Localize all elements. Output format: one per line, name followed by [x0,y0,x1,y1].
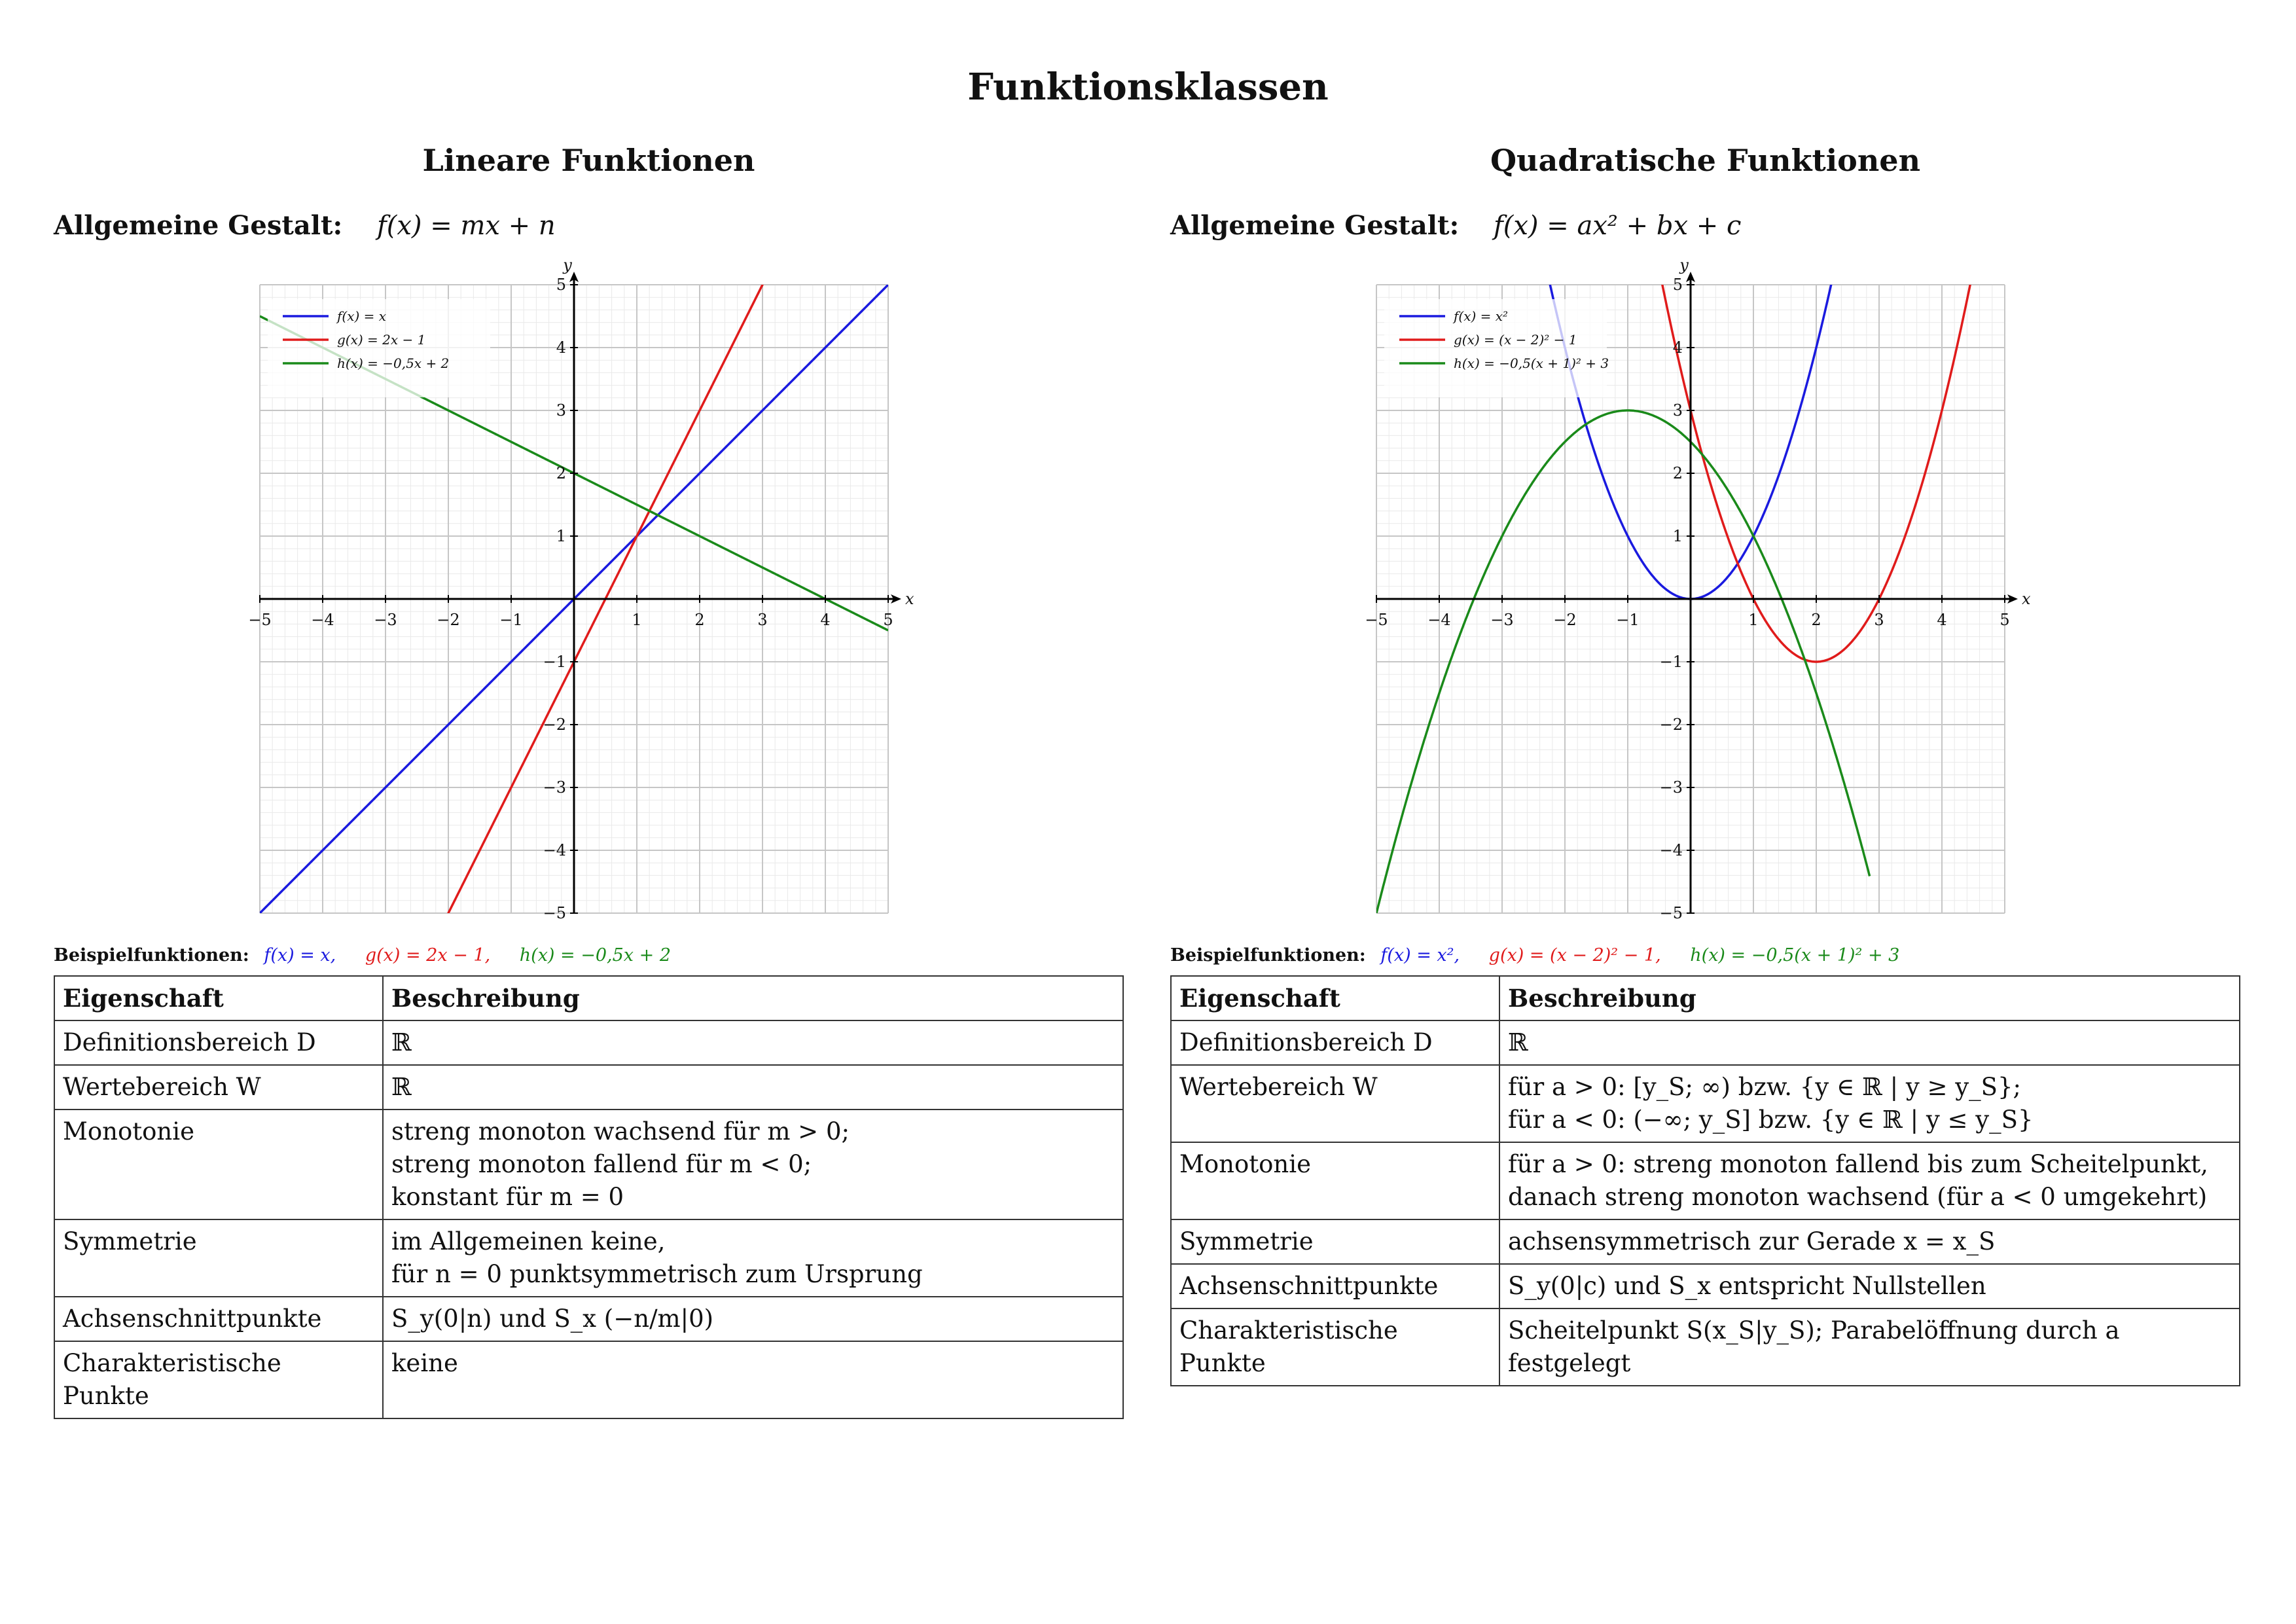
x-tick-label: 4 [1937,611,1947,629]
legend-entry: h(x) = −0,5x + 2 [337,355,450,371]
y-tick-label: −2 [543,715,566,734]
linear-general-form [54,206,1124,245]
x-tick-label: −3 [1490,611,1514,629]
x-tick-label: −2 [1553,611,1577,629]
examples-label: Beispielfunktionen: [54,945,249,965]
x-tick-label: 3 [757,611,768,629]
example-h: h(x) = −0,5x + 2 [519,945,671,965]
row-desc [1499,1308,2240,1386]
x-tick-label: −1 [1616,611,1640,629]
linear-plot-area [54,256,1124,929]
y-tick-label: −1 [1659,653,1683,671]
quadratic-section [1170,137,2240,1386]
quadratic-general-form [1170,206,2240,245]
header-beschreibung: Beschreibung [383,976,1123,1020]
desc-line: für a > 0: [y_S; ∞) bzw. {y ∈ ℝ | y ≥ y_S}; [1508,1073,2022,1101]
x-tick-label: −1 [499,611,523,629]
x-tick-label: −3 [374,611,397,629]
row-prop: Monotonie [1171,1142,1499,1219]
general-formula: f(x) = ax² + bx + c [1493,211,1742,241]
table-row [54,1110,1123,1219]
desc-line: danach streng monoton wachsend (für a < 0 umgekehrt) [1508,1183,2208,1211]
row-desc [383,1341,1123,1418]
y-tick-label: −1 [543,653,566,671]
linear-heading: Lineare Funktionen [422,143,755,178]
y-tick-label: 2 [1672,464,1683,482]
legend-entry: f(x) = x [337,308,387,324]
table-header-row [1171,976,2240,1020]
y-tick-label: −2 [1659,715,1683,734]
x-tick-label: 2 [694,611,705,629]
row-prop: Definitionsbereich D [54,1020,383,1065]
y-tick-label: −5 [1659,904,1683,922]
row-desc [1499,1264,2240,1308]
x-tick-label: −5 [1365,611,1388,629]
example-f: f(x) = x, [264,945,336,965]
example-g: g(x) = (x − 2)² − 1, [1488,945,1661,965]
table-row [54,1219,1123,1297]
x-axis-label: x [905,590,914,608]
y-tick-label: 1 [556,527,566,545]
row-desc [1499,1065,2240,1142]
desc-line: S_y(0|n) und S_x (−n/m|0) [391,1305,714,1333]
header-beschreibung: Beschreibung [1499,976,2240,1020]
legend-entry: f(x) = x² [1454,308,1509,324]
x-tick-label: 1 [632,611,642,629]
y-tick-label: 3 [556,401,566,420]
row-desc [383,1110,1123,1219]
x-tick-label: −2 [437,611,460,629]
table-row [54,1020,1123,1065]
row-desc [383,1219,1123,1297]
desc-line: S_y(0|c) und S_x entspricht Nullstellen [1508,1272,1986,1300]
x-tick-label: 5 [2000,611,2010,629]
page-title: Funktionsklassen [967,65,1329,109]
row-prop: Wertebereich W [1171,1065,1499,1142]
desc-line: für a < 0: (−∞; y_S] bzw. {y ∈ ℝ | y ≤ y_S} [1508,1106,2034,1134]
table-header-row [54,976,1123,1020]
quadratic-chart [1365,256,2041,929]
table-row [1171,1065,2240,1142]
table-row [54,1341,1123,1418]
general-label: Allgemeine Gestalt: [54,210,343,241]
chart-legend [1384,299,1609,397]
table-row [1171,1264,2240,1308]
desc-line: ℝ [391,1073,412,1101]
y-tick-label: 1 [1672,527,1683,545]
general-formula: f(x) = mx + n [376,211,556,241]
row-desc [1499,1142,2240,1219]
linear-section [54,137,1124,1419]
y-axis-label: y [1679,256,1689,274]
legend-entry: g(x) = (x − 2)² − 1 [1454,332,1577,348]
table-row [54,1065,1123,1110]
row-prop: Wertebereich W [54,1065,383,1110]
row-prop: Charakteristische Punkte [54,1341,383,1418]
y-tick-label: −4 [1659,841,1683,859]
table-row [54,1297,1123,1341]
row-prop: Achsenschnittpunkte [1171,1264,1499,1308]
desc-line: achsensymmetrisch zur Gerade x = x_S [1508,1227,1996,1255]
row-desc [1499,1020,2240,1065]
x-tick-label: 1 [1748,611,1759,629]
desc-line: konstant für m = 0 [391,1183,624,1211]
row-prop: Symmetrie [54,1219,383,1297]
example-f: f(x) = x², [1380,945,1460,965]
table-row [1171,1219,2240,1264]
table-row [1171,1020,2240,1065]
desc-line: ℝ [391,1028,412,1056]
x-tick-label: 3 [1874,611,1884,629]
quadratic-plot-area [1170,256,2240,929]
y-tick-label: 4 [556,338,566,357]
row-prop: Symmetrie [1171,1219,1499,1264]
row-prop: Monotonie [54,1110,383,1219]
x-tick-label: 5 [883,611,893,629]
linear-chart [248,256,924,929]
y-tick-label: −3 [1659,778,1683,797]
row-desc [383,1297,1123,1341]
desc-line: im Allgemeinen keine, [391,1227,666,1255]
chart-legend [268,299,490,397]
y-tick-label: 4 [1672,338,1683,357]
x-tick-label: 4 [820,611,831,629]
row-desc [383,1020,1123,1065]
x-tick-label: −4 [311,611,334,629]
row-desc [1499,1219,2240,1264]
y-tick-label: −5 [543,904,566,922]
legend-entry: h(x) = −0,5(x + 1)² + 3 [1454,355,1609,371]
row-desc [383,1065,1123,1110]
table-row [1171,1308,2240,1386]
linear-examples [54,943,1124,969]
y-axis-label: y [563,256,572,274]
row-prop: Achsenschnittpunkte [54,1297,383,1341]
example-g: g(x) = 2x − 1, [365,945,491,965]
y-tick-label: 3 [1672,401,1683,420]
x-axis-label: x [2022,590,2031,608]
desc-line: ℝ [1508,1028,1528,1056]
desc-line: Scheitelpunkt S(x_S|y_S); Parabelöffnung durch a festgelegt [1508,1316,2120,1377]
desc-line: streng monoton wachsend für m > 0; [391,1117,850,1146]
examples-label: Beispielfunktionen: [1170,945,1366,965]
header-eigenschaft: Eigenschaft [1171,976,1499,1020]
x-tick-label: 2 [1811,611,1821,629]
desc-line: für n = 0 punktsymmetrisch zum Ursprung [391,1260,923,1288]
desc-line: streng monoton fallend für m < 0; [391,1150,812,1178]
row-prop: Charakteristische Punkte [1171,1308,1499,1386]
row-prop: Definitionsbereich D [1171,1020,1499,1065]
x-tick-label: −4 [1427,611,1451,629]
table-row [1171,1142,2240,1219]
linear-properties-table [54,975,1124,1419]
quadratic-examples [1170,943,2240,969]
x-tick-label: −5 [248,611,272,629]
y-tick-label: 5 [1672,276,1683,294]
y-tick-label: −4 [543,841,566,859]
y-tick-label: 2 [556,464,566,482]
quadratic-properties-table [1170,975,2240,1386]
header-eigenschaft: Eigenschaft [54,976,383,1020]
desc-line: für a > 0: streng monoton fallend bis zum Scheitelpunkt, [1508,1150,2208,1178]
general-label: Allgemeine Gestalt: [1170,210,1460,241]
y-tick-label: −3 [543,778,566,797]
desc-line: keine [391,1349,458,1377]
y-tick-label: 5 [556,276,566,294]
legend-entry: g(x) = 2x − 1 [337,332,426,348]
quadratic-heading: Quadratische Funktionen [1490,143,1921,178]
example-h: h(x) = −0,5(x + 1)² + 3 [1690,945,1900,965]
